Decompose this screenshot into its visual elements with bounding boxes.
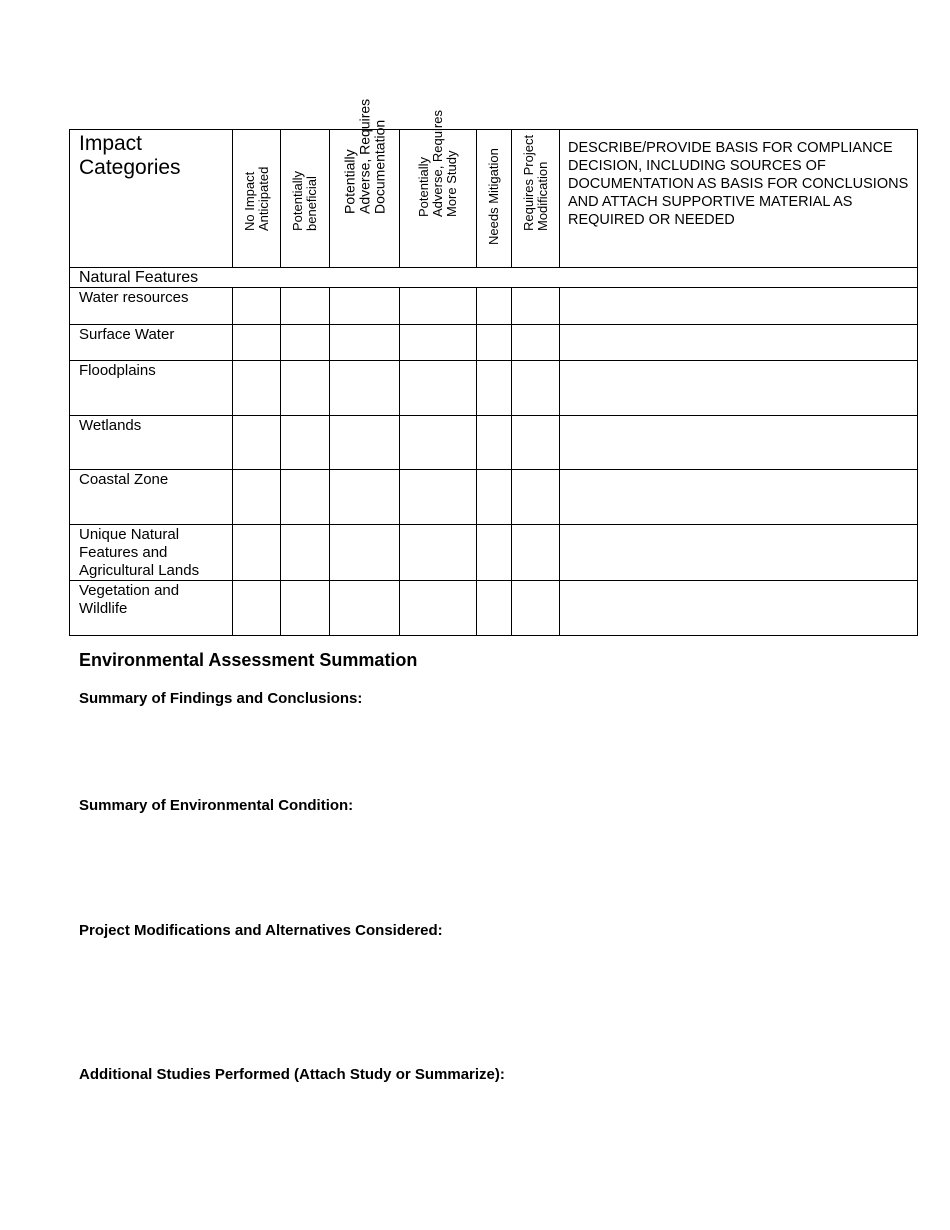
checkbox-cell[interactable] xyxy=(512,325,560,361)
checkbox-cell[interactable] xyxy=(281,581,330,636)
modifications-label: Project Modifications and Alternatives Considered: xyxy=(79,922,443,939)
checkbox-cell[interactable] xyxy=(477,416,512,470)
col-header-line: Anticipated xyxy=(255,166,271,231)
row-label-wetlands xyxy=(70,416,233,470)
checkbox-cell[interactable] xyxy=(281,525,330,581)
summation-title: Environmental Assessment Summation xyxy=(79,650,418,670)
description-cell[interactable] xyxy=(560,470,918,525)
checkbox-cell[interactable] xyxy=(281,416,330,470)
impact-categories-table xyxy=(69,98,918,636)
checkbox-cell[interactable] xyxy=(233,470,281,525)
row-label-line: Wildlife xyxy=(79,600,128,617)
col-header-no-impact xyxy=(233,130,281,268)
row-label-line: Coastal Zone xyxy=(79,471,169,488)
checkbox-cell[interactable] xyxy=(400,470,477,525)
checkbox-cell[interactable] xyxy=(400,581,477,636)
checkbox-cell[interactable] xyxy=(330,525,400,581)
col-header-line: More Study xyxy=(444,150,459,217)
section-row xyxy=(70,268,918,288)
col-header-line: Documentation xyxy=(371,119,387,214)
table-row xyxy=(70,416,918,470)
col-header-line: Adverse, Requires xyxy=(356,98,372,214)
studies-label: Additional Studies Performed (Attach Study or Summarize): xyxy=(79,1066,505,1083)
findings-label: Summary of Findings and Conclusions: xyxy=(79,690,363,707)
description-cell[interactable] xyxy=(560,288,918,325)
checkbox-cell[interactable] xyxy=(330,288,400,325)
checkbox-cell[interactable] xyxy=(400,361,477,416)
checkbox-cell[interactable] xyxy=(233,416,281,470)
col-header-adverse-more-study xyxy=(400,110,477,268)
checkbox-cell[interactable] xyxy=(512,581,560,636)
impact-categories-header: Impact Categories xyxy=(70,130,233,268)
checkbox-cell[interactable] xyxy=(281,361,330,416)
col-header-line: Adverse, Requires xyxy=(430,110,445,217)
col-header-requires-modification xyxy=(512,130,560,268)
checkbox-cell[interactable] xyxy=(281,325,330,361)
checkbox-cell[interactable] xyxy=(512,470,560,525)
checkbox-cell[interactable] xyxy=(477,581,512,636)
row-label-line: Features and xyxy=(79,544,168,561)
row-label-vegetation-wildlife xyxy=(70,581,233,636)
checkbox-cell[interactable] xyxy=(477,525,512,581)
checkbox-cell[interactable] xyxy=(477,361,512,416)
row-label-water-resources xyxy=(70,288,233,325)
col-header-line: Potentially xyxy=(416,157,431,217)
col-header-potentially-beneficial xyxy=(281,130,330,268)
description-cell[interactable] xyxy=(560,325,918,361)
checkbox-cell[interactable] xyxy=(400,325,477,361)
description-cell[interactable] xyxy=(560,525,918,581)
checkbox-cell[interactable] xyxy=(330,581,400,636)
checkbox-cell[interactable] xyxy=(330,416,400,470)
row-label-unique-natural-features xyxy=(70,525,233,581)
checkbox-cell[interactable] xyxy=(233,581,281,636)
table-row xyxy=(70,288,918,325)
row-label-line: Water resources xyxy=(79,289,189,306)
table-row xyxy=(70,361,918,416)
row-label-line: Unique Natural xyxy=(79,526,180,543)
checkbox-cell[interactable] xyxy=(281,288,330,325)
row-label-line: Vegetation and xyxy=(79,582,180,599)
checkbox-cell[interactable] xyxy=(233,288,281,325)
table-header-row xyxy=(70,130,918,268)
row-label-floodplains xyxy=(70,361,233,416)
section-label-natural-features: Natural Features xyxy=(70,268,918,288)
checkbox-cell[interactable] xyxy=(233,325,281,361)
col-header-line: Modification xyxy=(534,161,550,231)
col-header-line: beneficial xyxy=(304,176,319,231)
checkbox-cell[interactable] xyxy=(512,361,560,416)
checkbox-cell[interactable] xyxy=(233,361,281,416)
row-label-coastal-zone xyxy=(70,470,233,525)
checkbox-cell[interactable] xyxy=(330,470,400,525)
checkbox-cell[interactable] xyxy=(512,416,560,470)
checkbox-cell[interactable] xyxy=(400,416,477,470)
row-label-line: Wetlands xyxy=(79,417,142,434)
checkbox-cell[interactable] xyxy=(400,525,477,581)
col-header-line: Requires Project xyxy=(520,134,536,231)
checkbox-cell[interactable] xyxy=(512,525,560,581)
checkbox-cell[interactable] xyxy=(512,288,560,325)
table-row xyxy=(70,470,918,525)
col-header-line: Potentially xyxy=(341,149,357,214)
description-header: DESCRIBE/PROVIDE BASIS FOR COMPLIANCE DECISION, INCLUDING SOURCES OF DOCUMENTATION AS BASIS FOR CONCLUSIONS AND ATTACH SUPPORTIVE MATERIAL AS REQUIRED OR NEEDED xyxy=(560,130,918,268)
col-header-line: No Impact xyxy=(241,171,257,231)
table-row xyxy=(70,581,918,636)
col-header-needs-mitigation xyxy=(477,130,512,268)
checkbox-cell[interactable] xyxy=(281,470,330,525)
checkbox-cell[interactable] xyxy=(477,288,512,325)
checkbox-cell[interactable] xyxy=(400,288,477,325)
checkbox-cell[interactable] xyxy=(330,361,400,416)
col-header-line: Potentially xyxy=(290,171,305,231)
checkbox-cell[interactable] xyxy=(233,525,281,581)
description-cell[interactable] xyxy=(560,416,918,470)
table-row xyxy=(70,525,918,581)
description-cell[interactable] xyxy=(560,581,918,636)
row-label-line: Floodplains xyxy=(79,362,156,379)
table-row xyxy=(70,325,918,361)
checkbox-cell[interactable] xyxy=(477,325,512,361)
col-header-line: Needs Mitigation xyxy=(486,148,501,245)
checkbox-cell[interactable] xyxy=(330,325,400,361)
row-label-line: Surface Water xyxy=(79,326,175,343)
row-label-surface-water xyxy=(70,325,233,361)
row-label-line: Agricultural Lands xyxy=(79,562,200,579)
condition-label: Summary of Environmental Condition: xyxy=(79,797,354,814)
checkbox-cell[interactable] xyxy=(477,470,512,525)
col-header-adverse-documentation xyxy=(330,98,400,268)
description-cell[interactable] xyxy=(560,361,918,416)
